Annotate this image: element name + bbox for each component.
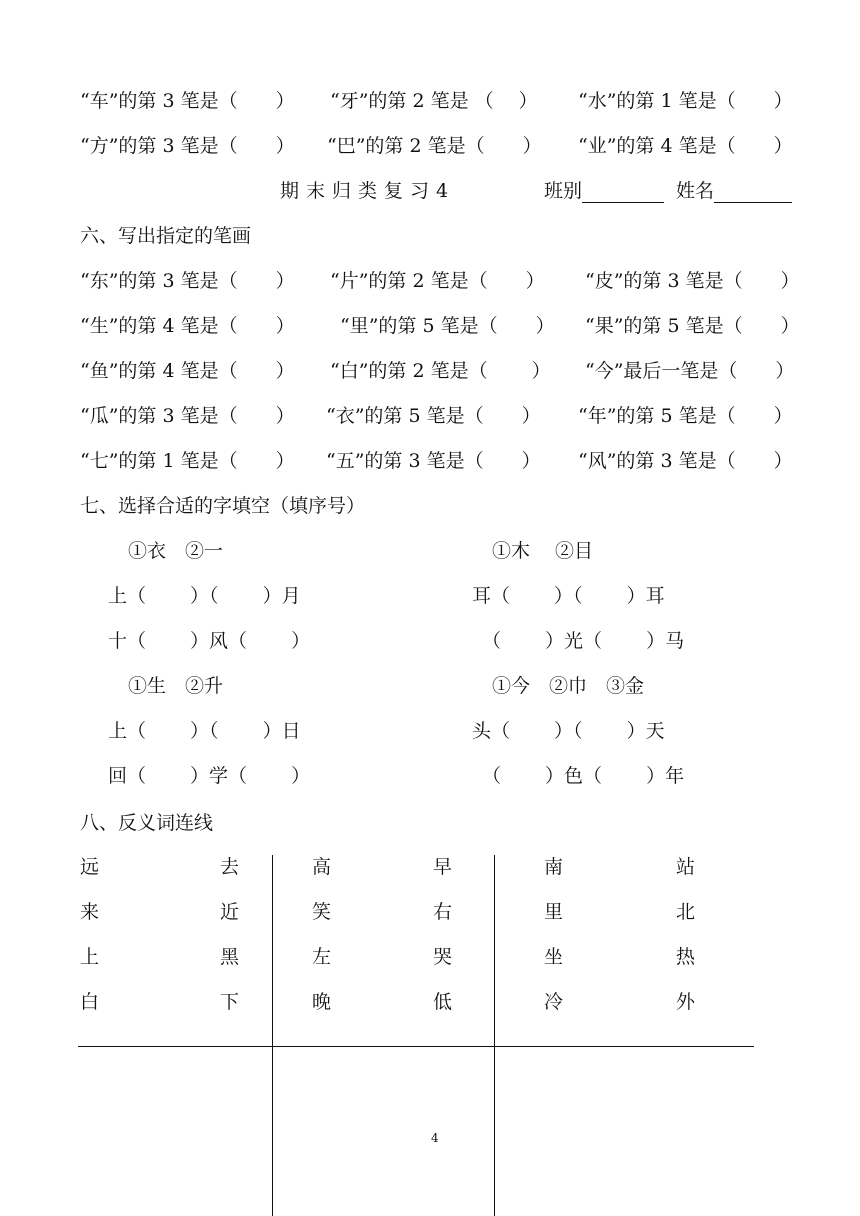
fill-blank-left: 十（ ）风（ ） <box>108 630 311 652</box>
class-field <box>544 179 664 203</box>
table-rule <box>78 1046 754 1047</box>
antonym-word: 黑 <box>220 946 240 968</box>
stroke-question: “东”的第 3 笔是（ ） <box>80 270 295 292</box>
stroke-question: “果”的第 5 笔是（ ） <box>585 315 800 337</box>
column-divider <box>272 855 273 1216</box>
antonym-word: 哭 <box>433 946 453 968</box>
stroke-question: “片”的第 2 笔是（ ） <box>330 270 545 292</box>
fill-blank-right: 头（ ）（ ）天 <box>472 720 665 742</box>
antonym-word: 近 <box>220 901 240 923</box>
antonym-word: 右 <box>433 901 453 923</box>
antonym-word: 白 <box>80 991 100 1013</box>
stroke-question: “瓜”的第 3 笔是（ ） <box>80 405 295 427</box>
stroke-question-row <box>0 269 860 293</box>
stroke-question: “生”的第 4 笔是（ ） <box>80 315 295 337</box>
stroke-question: “牙”的第 2 笔是 （ ） <box>330 90 538 112</box>
stroke-question-row <box>0 134 860 158</box>
antonym-word: 上 <box>80 946 100 968</box>
antonym-word: 来 <box>80 901 100 923</box>
options-left: ①衣 ②一 <box>128 540 224 562</box>
antonym-word: 左 <box>312 946 332 968</box>
stroke-question: “巴”的第 2 笔是（ ） <box>327 135 542 157</box>
antonym-word: 北 <box>676 901 696 923</box>
stroke-question: “鱼”的第 4 笔是（ ） <box>80 360 295 382</box>
antonym-row <box>0 945 860 969</box>
fill-blank-left: 上（ ）（ ）月 <box>108 585 301 607</box>
antonym-word: 冷 <box>544 991 564 1013</box>
page-number: 4 <box>431 1131 439 1145</box>
options-left: ①生 ②升 <box>128 675 224 697</box>
fill-row <box>0 629 860 653</box>
stroke-question: “白”的第 2 笔是（ ） <box>330 360 551 382</box>
options-right: ①今 ②巾 ③金 <box>492 675 645 697</box>
options-right: ①木 ②目 <box>492 540 594 562</box>
name-blank <box>714 182 792 203</box>
options-row <box>0 674 860 698</box>
fill-blank-right: （ ）色（ ）年 <box>482 765 685 787</box>
review-header <box>0 179 860 203</box>
stroke-question: “年”的第 5 笔是（ ） <box>578 405 793 427</box>
antonym-word: 低 <box>433 991 453 1013</box>
class-label: 班别 <box>544 180 583 202</box>
section-7 <box>0 494 860 518</box>
antonym-row <box>0 900 860 924</box>
antonym-word: 晚 <box>312 991 332 1013</box>
antonym-word: 早 <box>433 856 453 878</box>
stroke-question: “五”的第 3 笔是（ ） <box>326 450 541 472</box>
antonym-word: 热 <box>676 946 696 968</box>
stroke-question: “业”的第 4 笔是（ ） <box>578 135 793 157</box>
fill-row <box>0 719 860 743</box>
section-7-heading: 七、选择合适的字填空（填序号） <box>80 495 366 517</box>
fill-blank-right: 耳（ ）（ ）耳 <box>472 585 665 607</box>
antonym-word: 高 <box>312 856 332 878</box>
fill-blank-left: 回（ ）学（ ） <box>108 765 311 787</box>
fill-row <box>0 584 860 608</box>
stroke-question: “里”的第 5 笔是（ ） <box>340 315 555 337</box>
stroke-question-row <box>0 314 860 338</box>
antonym-word: 坐 <box>544 946 564 968</box>
stroke-question: “今”最后一笔是（ ） <box>585 360 795 382</box>
antonym-word: 笑 <box>312 901 332 923</box>
section-8 <box>0 811 860 835</box>
fill-blank-right: （ ）光（ ）马 <box>482 630 685 652</box>
stroke-question-row <box>0 404 860 428</box>
stroke-question-row <box>0 449 860 473</box>
antonym-word: 去 <box>220 856 240 878</box>
stroke-question-row <box>0 89 860 113</box>
stroke-question: “风”的第 3 笔是（ ） <box>578 450 793 472</box>
antonym-word: 远 <box>80 856 100 878</box>
antonym-word: 南 <box>544 856 564 878</box>
section-8-heading: 八、反义词连线 <box>80 812 214 834</box>
antonym-row <box>0 990 860 1014</box>
stroke-question: “水”的第 1 笔是（ ） <box>578 90 793 112</box>
section-6-heading: 六、写出指定的笔画 <box>80 225 252 247</box>
fill-blank-left: 上（ ）（ ）日 <box>108 720 301 742</box>
stroke-question: “车”的第 3 笔是（ ） <box>80 90 295 112</box>
stroke-question-row <box>0 359 860 383</box>
stroke-question: “方”的第 3 笔是（ ） <box>80 135 295 157</box>
stroke-question: “七”的第 1 笔是（ ） <box>80 450 295 472</box>
name-field <box>676 179 792 203</box>
stroke-question: “皮”的第 3 笔是（ ） <box>585 270 800 292</box>
antonym-row <box>0 855 860 879</box>
antonym-word: 外 <box>676 991 696 1013</box>
name-label: 姓名 <box>676 180 715 202</box>
section-6 <box>0 224 860 248</box>
stroke-question: “衣”的第 5 笔是（ ） <box>326 405 541 427</box>
column-divider <box>494 855 495 1216</box>
class-blank <box>582 182 664 203</box>
antonym-word: 下 <box>220 991 240 1013</box>
page-title: 期末归类复习4 <box>280 180 456 202</box>
antonym-word: 站 <box>676 856 696 878</box>
options-row <box>0 539 860 563</box>
antonym-word: 里 <box>544 901 564 923</box>
fill-row <box>0 764 860 788</box>
